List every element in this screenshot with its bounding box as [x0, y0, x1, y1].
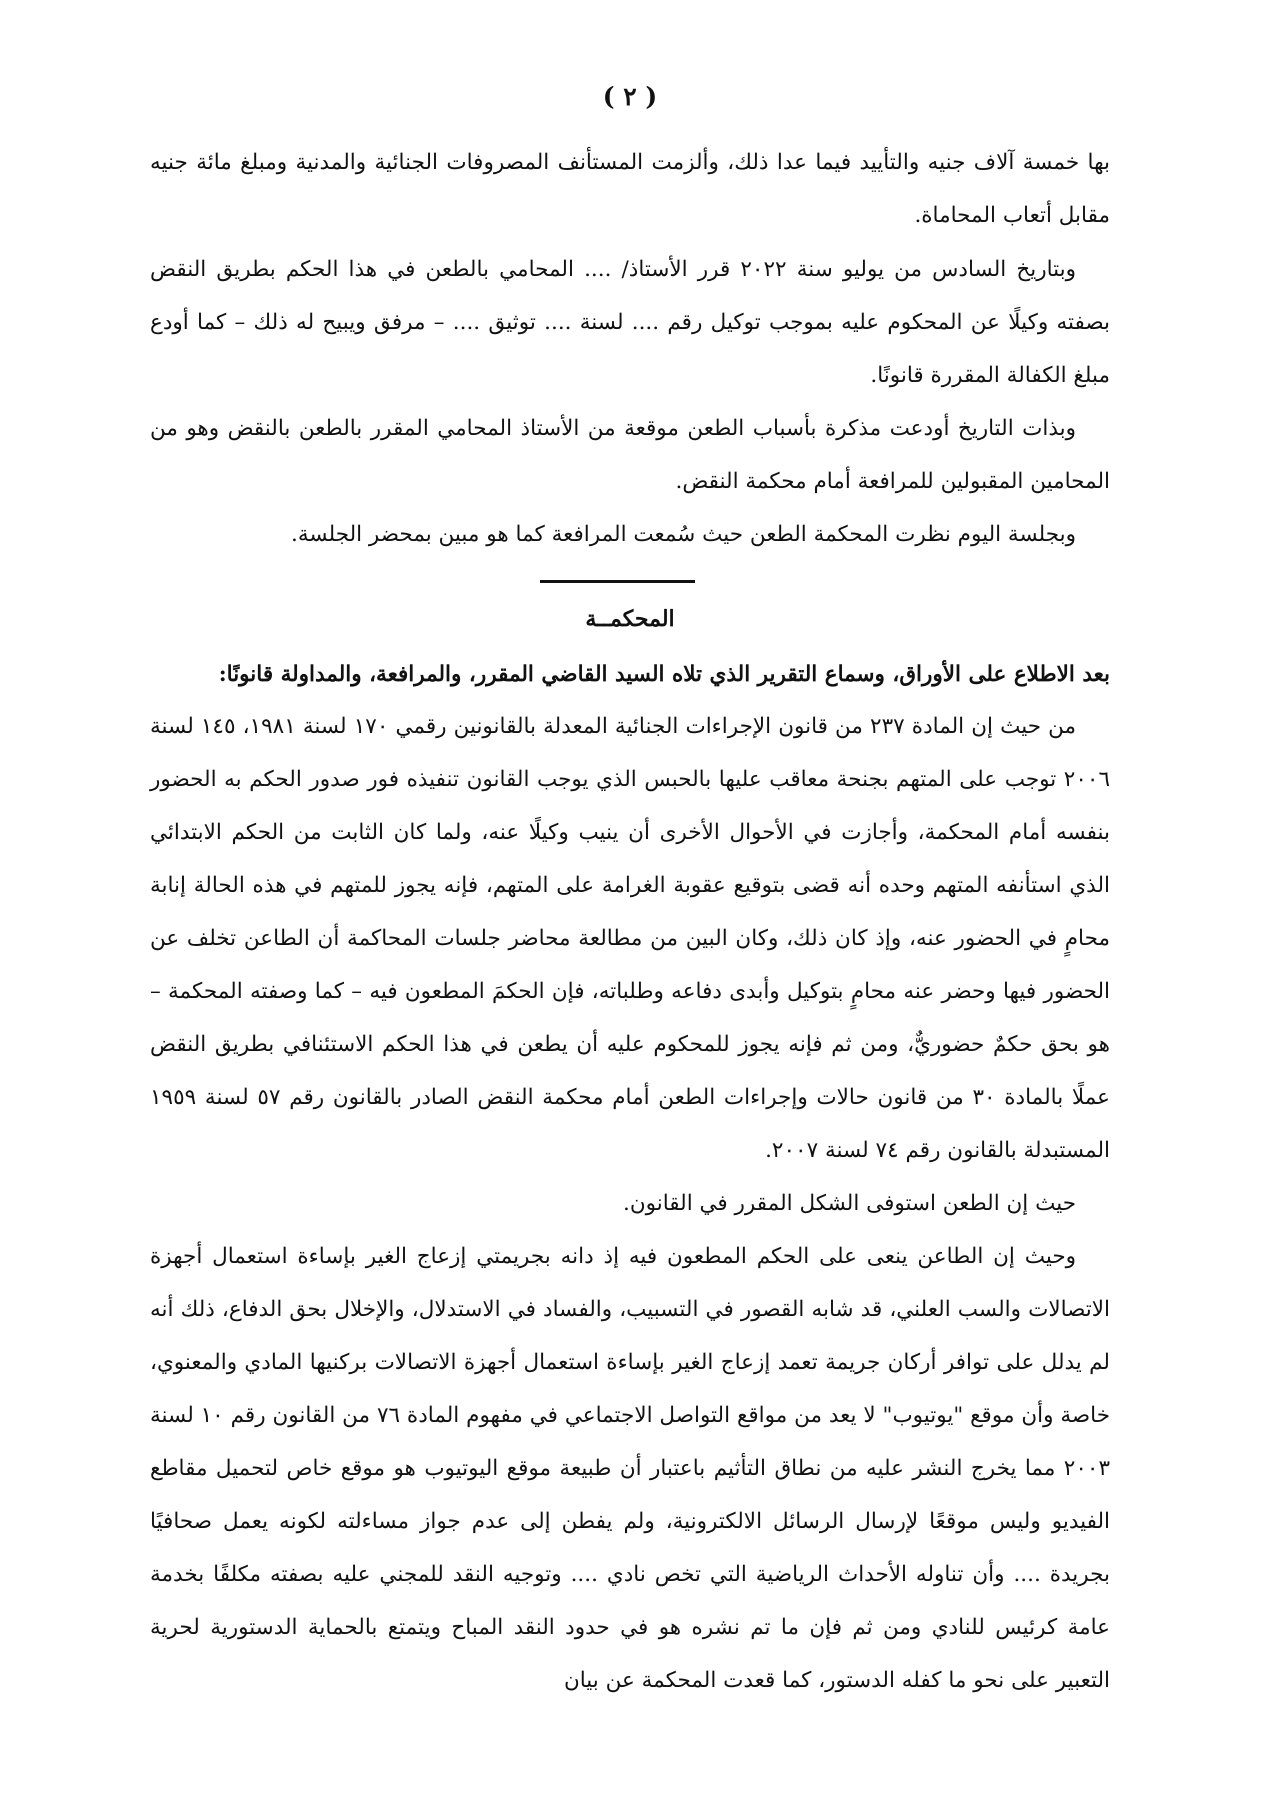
lead-statement: بعد الاطلاع على الأوراق، وسماع التقرير الذي تلاه السيد القاضي المقرر، والمرافعة، والمداولة قانونًا: — [218, 662, 1110, 687]
intro-paragraph-2: وبتاريخ السادس من يوليو سنة ٢٠٢٢ قرر الأستاذ/ .... المحامي بالطعن في هذا الحكم بطريق النقض بصفته وكيلًا عن المحكوم عليه بموجب توكيل رقم .... لسنة .... توثيق .... – مرفق ويبيح له ذلك – كما أودع مبلغ الكفالة المقررة قانونًا. — [150, 257, 1110, 388]
body-paragraph-1: من حيث إن المادة ٢٣٧ من قانون الإجراءات الجنائية المعدلة بالقانونين رقمي ١٧٠ لسنة ١٩٨١، ١٤٥ لسنة ٢٠٠٦ توجب على المتهم بجنحة معاقب عليها بالحبس الذي يوجب القانون تنفيذه فور صدور الحكم به الحضور بنفسه أمام المحكمة، وأجازت في الأحوال الأخرى أن ينيب وكيلًا عنه، ولما كان الثابت من الحكم الابتدائي الذي استأنفه المتهم وحده أنه قضى بتوقيع عقوبة الغرامة على المتهم، فإنه يجوز للمتهم في هذه الحالة إنابة محامٍ في الحضور عنه، وإذ كان ذلك، وكان البين من مطالعة محاضر جلسات المحاكمة أن الطاعن تخلف عن الحضور فيها وحضر عنه محامٍ بتوكيل وأبدى دفاعه وطلباته، فإن الحكمَ المطعون فيه – كما وصفته المحكمة – هو بحق حكمٌ حضوريٌّ، ومن ثم فإنه يجوز للمحكوم عليه أن يطعن في هذا الحكم الاستئنافي بطريق النقض عملًا بالمادة ٣٠ من قانون حالات وإجراءات الطعن أمام محكمة النقض الصادر بالقانون رقم ٥٧ لسنة ١٩٥٩ المستبدلة بالقانون رقم ٧٤ لسنة ٢٠٠٧. — [150, 714, 1110, 1163]
page-number: ( ٢ ) — [602, 82, 658, 111]
body-paragraph-2: حيث إن الطعن استوفى الشكل المقرر في القانون. — [623, 1191, 1076, 1216]
body-paragraph-3: وحيث إن الطاعن ينعى على الحكم المطعون فيه إذ دانه بجريمتي إزعاج الغير بإساءة استعمال أجهزة الاتصالات والسب العلني، قد شابه القصور في التسبيب، والفساد في الاستدلال، والإخلال بحق الدفاع، ذلك أنه لم يدلل على توافر أركان جريمة تعمد إزعاج الغير بإساءة استعمال أجهزة الاتصالات بركنيها المادي والمعنوي، خاصة وأن موقع "يوتيوب" لا يعد من مواقع التواصل الاجتماعي في مفهوم المادة ٧٦ من القانون رقم ١٠ لسنة ٢٠٠٣ مما يخرج النشر عليه من نطاق التأثيم باعتبار أن طبيعة موقع اليوتيوب هو موقع خاص لتحميل مقاطع الفيديو وليس موقعًا لإرسال الرسائل الالكترونية، ولم يفطن إلى عدم جواز مساءلته لكونه يعمل صحافيًا بجريدة .... وأن تناوله الأحداث الرياضية التي تخص نادي .... وتوجيه النقد للمجني عليه بصفته مكلفًا بخدمة عامة كرئيس للنادي ومن ثم فإن ما تم نشره هو في حدود النقد المباح ويتمتع بالحماية الدستورية لحرية التعبير على نحو ما كفله الدستور، كما قعدت المحكمة عن بيان — [150, 1244, 1110, 1693]
intro-paragraph-3: وبذات التاريخ أودعت مذكرة بأسباب الطعن موقعة من الأستاذ المحامي المقرر بالطعن بالنقض وهو من المحامين المقبولين للمرافعة أمام محكمة النقض. — [150, 416, 1110, 494]
intro-paragraph-1: بها خمسة آلاف جنيه والتأييد فيما عدا ذلك، وألزمت المستأنف المصروفات الجنائية والمدنية ومبلغ مائة جنيه مقابل أتعاب المحاماة. — [150, 150, 1110, 228]
section-divider — [540, 580, 695, 583]
section-title: المحكمــة — [585, 606, 675, 632]
intro-paragraph-4: وبجلسة اليوم نظرت المحكمة الطعن حيث سُمعت المرافعة كما هو مبين بمحضر الجلسة. — [291, 522, 1076, 547]
